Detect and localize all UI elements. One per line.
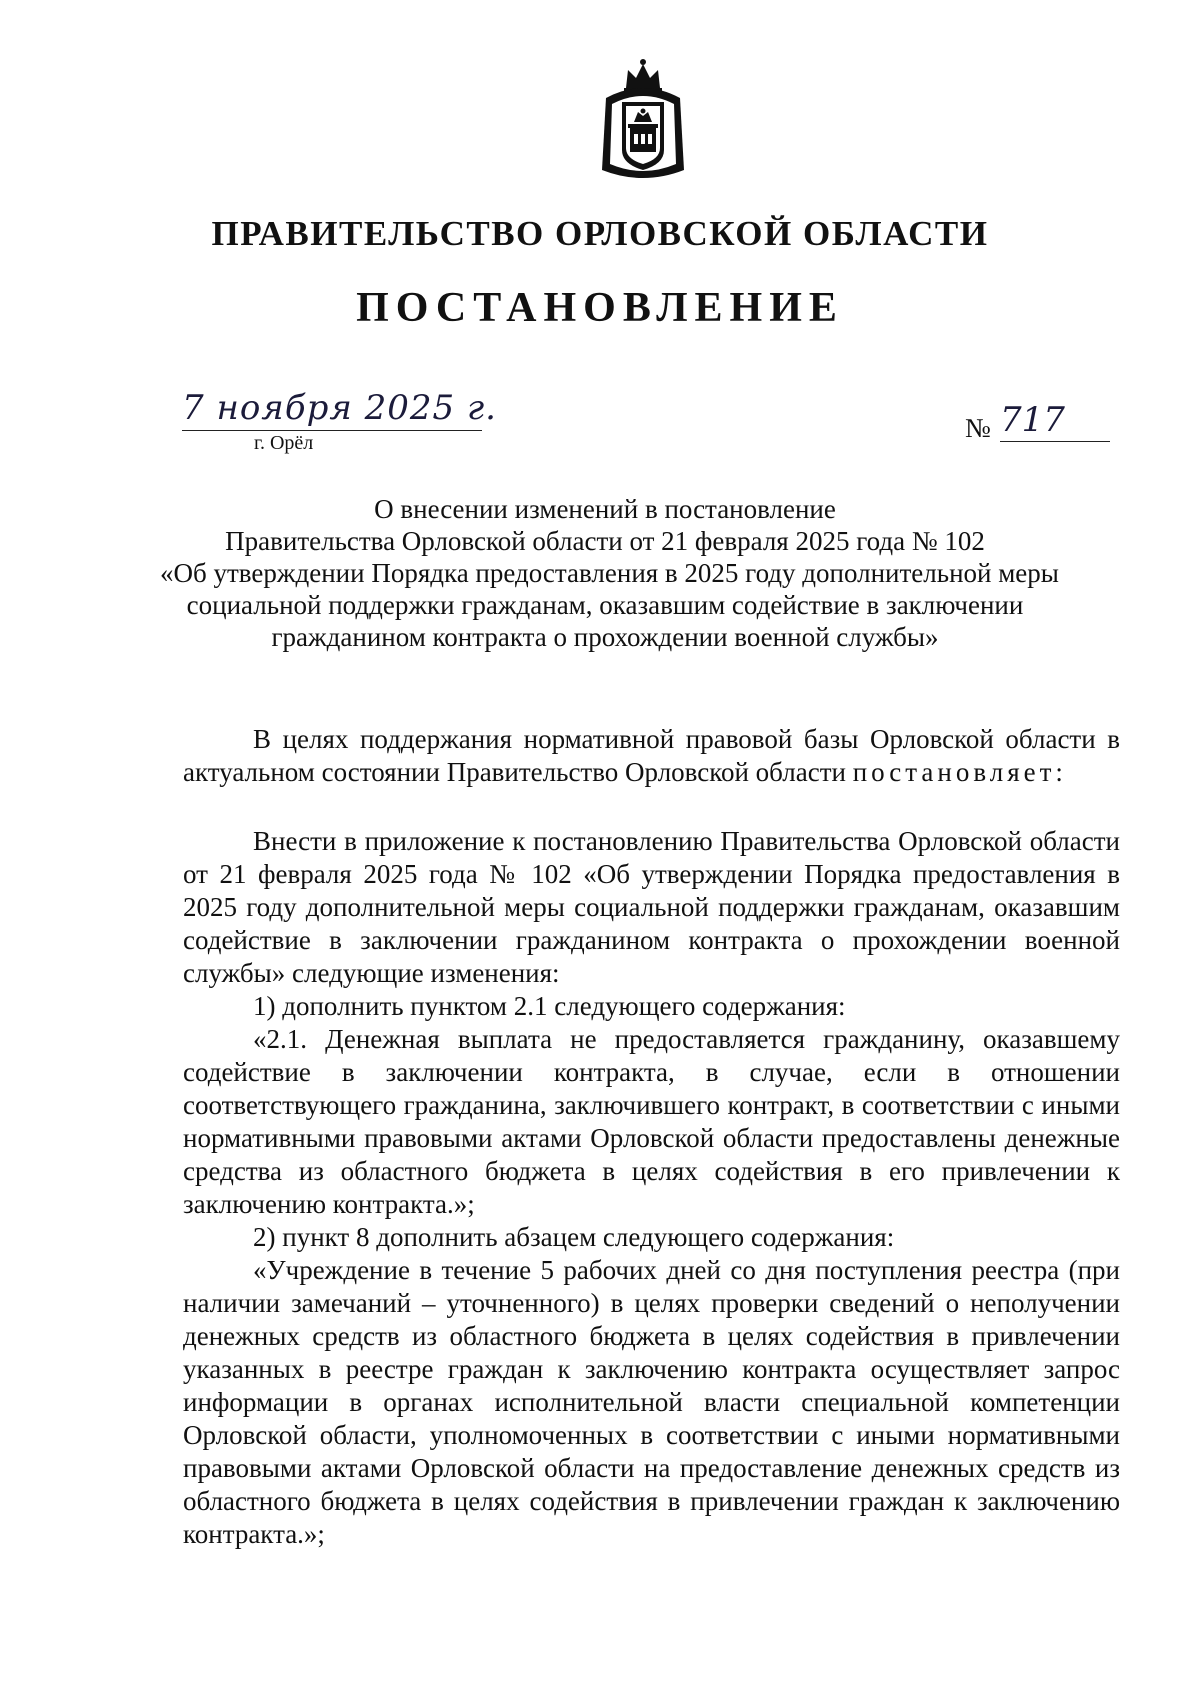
item-2-title: 2) пункт 8 дополнить абзацем следующего содержания: — [253, 1222, 895, 1252]
date-underline — [182, 430, 482, 431]
subject-line: социальной поддержки гражданам, оказавшим содействие в заключении — [186, 590, 1024, 620]
subject-line: гражданином контракта о прохождении военной службы» — [271, 622, 939, 652]
decree-word: постановляет: — [852, 757, 1067, 787]
handwritten-date: 7 ноября 2025 г. — [182, 388, 497, 428]
number-label: № — [965, 413, 991, 443]
preamble — [183, 723, 1120, 789]
date-field — [182, 388, 497, 444]
body-intro: Внести в приложение к постановлению Правительства Орловской области от 21 февраля 2025 года № 102 «Об утверждении Порядка предоставления в 2025 году дополнительной меры социальной поддержки гражданам, оказавшим содействие в заключении гражданином контракта о прохождении военной службы» следующие изменения: — [183, 826, 1120, 988]
document-subject — [160, 493, 1059, 653]
handwritten-number: 717 — [1000, 400, 1065, 440]
subject-line: Правительства Орловской области от 21 февраля 2025 года № 102 — [225, 526, 985, 556]
number-underline — [1000, 441, 1110, 442]
item-2-text: «Учреждение в течение 5 рабочих дней со дня поступления реестра (при наличии замечаний – уточненного) в целях проверки сведений о неполучении денежных средств из областного бюджета в целях содействия в привлечении указанных в реестре граждан к заключению контракта осуществляет запрос информации в органах исполнительной власти специальной компетенции Орловской области, уполномоченных в соответствии с иными нормативными правовыми актами Орловской области на предоставление денежных средств из областного бюджета в целях содействия в привлечении граждан к заключению контракта.»; — [183, 1255, 1120, 1549]
item-1-text: «2.1. Денежная выплата не предоставляется гражданину, оказавшему содействие в заключении контракта, в случае, если в отношении соответствующего гражданина, заключившего контракт, в соответствии с иными нормативными правовыми актами Орловской области предоставлены денежные средства из областного бюджета в целях содействия в его привлечении к заключению контракта.»; — [183, 1024, 1120, 1219]
subject-line: «Об утверждении Порядка предоставления в 2025 году дополнительной меры — [160, 558, 1059, 588]
decree-body — [183, 825, 1120, 1551]
coat-of-arms-icon — [598, 58, 688, 188]
preamble-text: В целях поддержания нормативной правовой базы Орловской области в актуальном состоянии Правительство Орловской области — [183, 724, 1120, 787]
document-type: ПОСТАНОВЛЕНИЕ — [356, 285, 844, 331]
city-label: г. Орёл — [254, 432, 314, 454]
subject-line: О внесении изменений в постановление — [374, 494, 836, 524]
preamble-paragraph — [183, 723, 1120, 789]
government-title: ПРАВИТЕЛЬСТВО ОРЛОВСКОЙ ОБЛАСТИ — [211, 214, 989, 253]
item-1-title: 1) дополнить пунктом 2.1 следующего содержания: — [253, 991, 846, 1021]
